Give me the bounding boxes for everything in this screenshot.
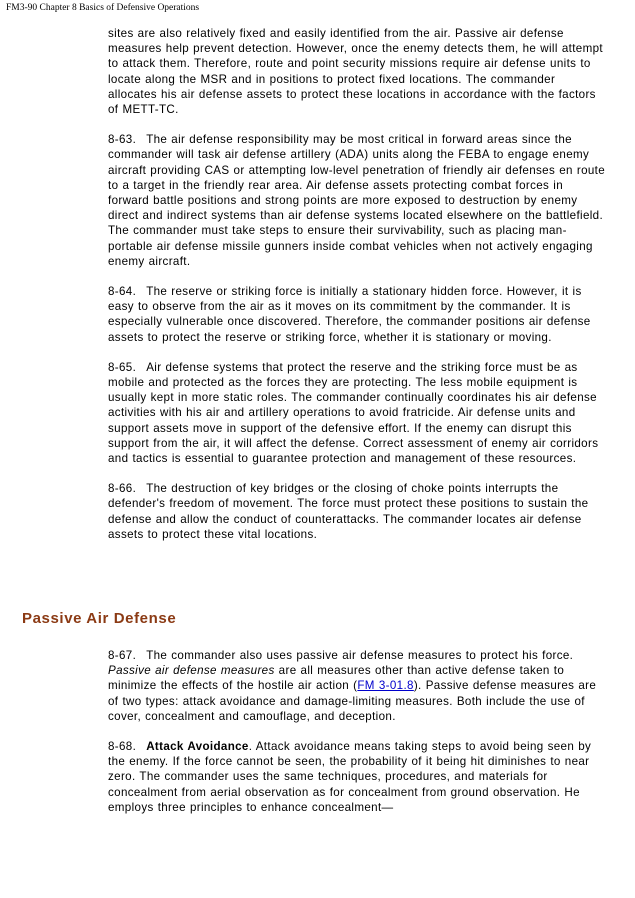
paragraph-8-68 <box>108 739 606 815</box>
paragraph-text-part3: ). Passive defense measures are of two types: attack avoidance and damage-limiting measures. Both include the use of cover, concealment and camouflage, and deception. <box>108 679 597 723</box>
paragraph-8-66 <box>108 481 606 542</box>
running-head: FM3-90 Chapter 8 Basics of Defensive Operations <box>6 3 200 13</box>
paragraph-8-64 <box>108 284 606 345</box>
paragraph-number: 8-66. <box>108 482 137 496</box>
section-heading: Passive Air Defense <box>22 610 177 627</box>
paragraph-number: 8-67. <box>108 649 137 662</box>
paragraph-number: 8-68. <box>108 740 137 754</box>
page-body-bottom <box>108 648 606 815</box>
paragraph-text: The reserve or striking force is initially a stationary hidden force. However, it is easy to observe from the air as it moves on its commitment by the commander. It is especially vulnerable once discovered. Therefore, the commander positions air defense assets to protect the reserve or striking force, whether it is stationary or moving. <box>108 285 591 344</box>
paragraph-text: . Attack avoidance means taking steps to avoid being seen by the enemy. If the force cannot be seen, the probability of it being hit diminishes to near zero. The commander uses the same techniques, procedures, and materials for concealment from aerial observation as for concealment from ground observation. He employs three principles to enhance concealment— <box>108 740 592 814</box>
paragraph-8-65 <box>108 360 606 466</box>
paragraph-number: 8-63. <box>108 133 137 147</box>
paragraph-8-63 <box>108 132 606 269</box>
paragraph-number: 8-65. <box>108 360 137 374</box>
paragraph-text: Air defense systems that protect the reserve and the striking force must be as mobile and protected as the forces they are protecting. The less mobile equipment is usually kept in more static roles. The commander continually coordinates his air defense activities with his air and artillery operations to avoid fratricide. Air defense units and support assets move in support of the defensive effort. If the enemy can disrupt this support from the air, it will affect the defense. Correct assessment of enemy air corridors and tactics is essential to guarantee protection and management of these resources. <box>108 360 599 466</box>
page-body-top <box>108 26 606 542</box>
paragraph-text-part1: The commander also uses passive air defense measures to protect his force. <box>146 649 574 662</box>
defined-term: Passive air defense measures <box>108 664 275 678</box>
paragraph-text: The destruction of key bridges or the closing of choke points interrupts the defender's freedom of movement. The force must protect these positions to sustain the defense and allow the conduct of counterattacks. The commander locates air defense assets to protect these vital locations. <box>108 482 589 541</box>
paragraph-number: 8-64. <box>108 285 137 299</box>
continued-paragraph: sites are also relatively fixed and easily identified from the air. Passive air defense measures help prevent detection. However, once the enemy detects them, he will attempt to attack them. Therefore, route and point security missions require air defense units to locate along the MSR and in positions to protect fixed locations. The commander allocates his air defense assets to protect these locations in accordance with the factors of METT-TC. <box>108 27 603 117</box>
paragraph-8-67 <box>108 648 606 724</box>
bold-term: Attack Avoidance <box>146 740 249 754</box>
paragraph-text-part2: are all measures other than active defense taken to minimize the effects of the hostile air action ( <box>108 664 565 693</box>
fm-3-01-8-link[interactable]: FM 3-01.8 <box>357 679 414 693</box>
paragraph-text: The air defense responsibility may be most critical in forward areas since the commander will task air defense artillery (ADA) units along the FEBA to engage enemy aircraft providing CAS or attempting low-level penetration of friendly air defenses en route to a target in the friendly rear area. Air defense assets protecting combat forces in forward battle positions and strong points are more exposed to destruction by enemy direct and indirect systems than air defense systems located elsewhere on the battlefield. The commander must take steps to ensure their survivability, such as placing man-portable air defense missile gunners inside combat vehicles when not actively engaging enemy aircraft. <box>108 133 606 268</box>
